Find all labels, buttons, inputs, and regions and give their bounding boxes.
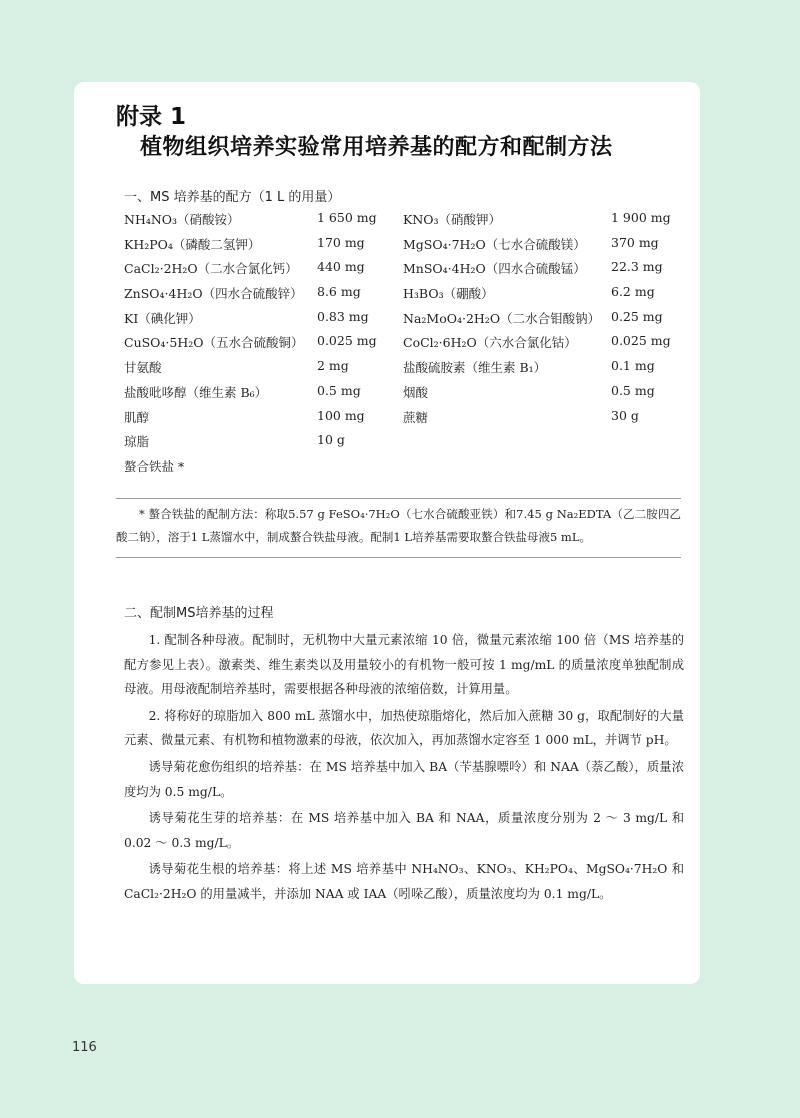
paragraph: 1. 配制各种母液。配制时，无机物中大量元素浓缩 10 倍，微量元素浓缩 100 倍（MS 培养基的配方参见上表）。激素类、维生素类以及用量较小的有机物一般可按 1 mg/mL 的质量浓度单独配制成母液。用母液配制培养基时，需要根据各种母液的浓缩倍数，计算用量。 [124,633,684,697]
page-title: 植物组织培养实验常用培养基的配方和配制方法 [140,135,613,160]
page-number: 116 [72,1040,97,1055]
recipe-row [124,259,684,284]
ingredient-name: MgSO₄·7H₂O（七水合硫酸镁） [403,236,586,252]
recipe-row [124,235,684,260]
recipe-row [124,358,684,383]
ingredient-name: MnSO₄·4H₂O（四水合硫酸锰） [403,261,586,277]
ingredient-amount: 0.1 mg [611,358,655,374]
chelated-iron-item: 螯合铁盐 * [124,459,185,474]
ingredient-amount: 370 mg [611,234,659,250]
ingredient-amount: 2 mg [317,358,349,374]
appendix-label: 附录 1 [116,104,187,130]
note-text: * 螯合铁盐的配制方法：称取5.57 g FeSO₄·7H₂O（七水合硫酸亚铁）和7.45 g Na₂EDTA（乙二胺四乙酸二钠），溶于1 L蒸馏水中，制成螯合铁盐母液。配制1 L培养基需要取螯合铁盐母液5 mL。 [116,507,681,544]
ingredient-name: 盐酸硫胺素（维生素 B₁） [403,360,547,376]
paragraph: 2. 将称好的琼脂加入 800 mL 蒸馏水中，加热使琼脂熔化，然后加入蔗糖 30 g，取配制好的大量元素、微量元素、有机物和植物激素的母液，依次加入，再加蒸馏水定容至 1 000 mL，并调节 pH。 [124,708,684,748]
ingredient-name: NH₄NO₃（硝酸铵） [124,212,240,227]
ingredient-amount: 0.025 mg [317,333,377,349]
ingredient-amount: 0.5 mg [611,382,655,398]
ingredient-amount: 170 mg [317,234,365,250]
ingredient-name: KH₂PO₄（磷酸二氢钾） [124,236,261,252]
ingredient-name: KI（碘化钾） [124,310,201,326]
ingredient-name: 烟酸 [403,384,429,400]
ingredient-name: KNO₃（硝酸钾） [403,212,502,227]
page-card [74,82,700,984]
ingredient-amount: 0.25 mg [611,308,663,324]
ingredient-name: Na₂MoO₄·2H₂O（二水合钼酸钠） [403,310,601,326]
ingredient-name: 肌醇 [124,409,150,425]
recipe-row [124,333,684,358]
ingredient-name: 蔗糖 [403,409,429,425]
paragraph: 诱导菊花愈伤组织的培养基：在 MS 培养基中加入 BA（苄基腺嘌呤）和 NAA（萘乙酸），质量浓度均为 0.5 mg/L。 [124,759,684,799]
paragraph: 诱导菊花生芽的培养基：在 MS 培养基中加入 BA 和 NAA，质量浓度分别为 2 ～ 3 mg/L 和 0.02 ～ 0.3 mg/L。 [124,811,684,850]
ingredient-name: ZnSO₄·4H₂O（四水合硫酸锌） [124,286,303,302]
ingredient-name: CaCl₂·2H₂O（二水合氯化钙） [124,261,298,277]
ingredient-amount: 0.5 mg [317,382,361,398]
ingredient-amount: 1 900 mg [611,210,671,225]
section-1-heading: 一、MS 培养基的配方（1 L 的用量） [124,190,341,205]
recipe-row [124,210,684,235]
paragraph: 诱导菊花生根的培养基：将上述 MS 培养基中 NH₄NO₃、KNO₃、KH₂PO₄、MgSO₄·7H₂O 和 CaCl₂·2H₂O 的用量减半，并添加 NAA 或 IAA（吲哚乙酸），质量浓度均为 0.1 mg/L。 [124,862,684,901]
ingredient-name: 盐酸吡哆醇（维生素 B₆） [124,384,268,400]
recipe-row [124,383,684,408]
ms-recipe-table [124,210,684,457]
ingredient-amount: 0.83 mg [317,308,369,324]
chelated-iron-note [116,498,681,558]
recipe-row [124,309,684,334]
recipe-row [124,284,684,309]
section-2-heading: 二、配制MS培养基的过程 [124,606,274,621]
recipe-row [124,408,684,433]
ingredient-amount: 8.6 mg [317,284,361,300]
ingredient-name: 琼脂 [124,434,150,450]
ingredient-amount: 10 g [317,432,345,448]
procedure-body [124,628,684,909]
ingredient-amount: 100 mg [317,407,365,423]
recipe-row [124,432,684,457]
ingredient-amount: 440 mg [317,259,365,275]
ingredient-amount: 30 g [611,407,639,423]
ingredient-amount: 6.2 mg [611,284,655,300]
ingredient-amount: 1 650 mg [317,210,377,225]
ingredient-amount: 0.025 mg [611,333,671,349]
ingredient-name: 甘氨酸 [124,360,162,376]
ingredient-name: CuSO₄·5H₂O（五水合硫酸铜） [124,335,304,351]
ingredient-amount: 22.3 mg [611,259,663,275]
ingredient-name: CoCl₂·6H₂O（六水合氯化钴） [403,335,577,351]
ingredient-name: H₃BO₃（硼酸） [403,286,494,302]
